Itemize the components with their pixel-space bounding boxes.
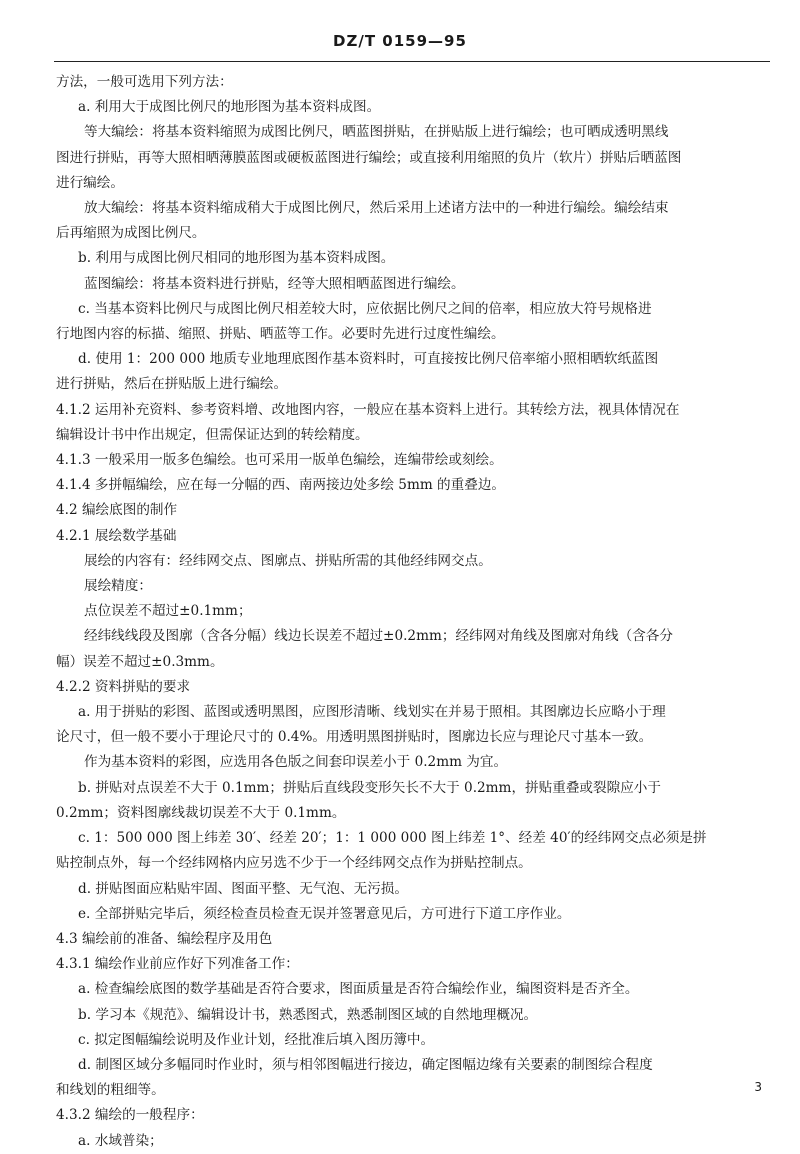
section-heading-4-2-2: 4.2.2 资料拼贴的要求 [56,678,191,695]
paragraph-line: 等大编绘：将基本资料缩照为成图比例尺，晒蓝图拼贴，在拼贴版上进行编绘；也可晒成透明黑线 [84,124,669,141]
paragraph-line: 行地图内容的标描、缩照、拼贴、晒蓝等工作。必要时先进行过度性编绘。 [56,326,505,343]
list-item-a: a. 检查编绘底图的数学基础是否符合要求，图面质量是否符合编绘作业，编图资料是否齐全。 [78,981,639,998]
standard-code-header: DZ/T 0159—95 [333,32,467,50]
section-4-1-2: 4.1.2 运用补充资料、参考资料增、改地图内容，一般应在基本资料上进行。其转绘方法，视具体情况在 [56,401,680,418]
section-heading-4-2: 4.2 编绘底图的制作 [56,502,178,519]
paragraph-line: 和线划的粗细等。 [56,1082,165,1099]
section-heading-4-3-1: 4.3.1 编绘作业前应作好下列准备工作： [56,956,299,973]
list-item-d: d. 使用 1：200 000 地质专业地理底图作基本资料时，可直接按比例尺倍率缩小照相晒软纸蓝图 [78,351,659,368]
list-item-c: c. 拟定图幅编绘说明及作业计划，经批准后填入图历簿中。 [78,1031,435,1048]
paragraph-line: 编辑设计书中作出规定，但需保证达到的转绘精度。 [56,426,369,443]
text-line: 方法，一般可选用下列方法： [56,74,233,90]
paragraph-line: 进行编绘。 [56,174,124,191]
paragraph-line: 贴控制点外，每一个经纬网格内应另选不少于一个经纬网交点作为拼贴控制点。 [56,855,532,872]
list-item-b: b. 学习本《规范》、编辑设计书，熟悉图式，熟悉制图区域的自然地理概况。 [78,1006,538,1023]
paragraph-line: 展绘精度： [84,578,152,595]
paragraph-line: 作为基本资料的彩图，应选用各色版之间套印误差小于 0.2mm 为宜。 [84,754,508,771]
paragraph-line: 论尺寸，但一般不要小于理论尺寸的 0.4%。用透明黑图拼贴时，图廓边长应与理论尺寸基本一致。 [56,729,653,746]
list-item-a: a. 利用大于成图比例尺的地形图为基本资料成图。 [78,99,381,116]
list-item-a: a. 水域普染； [78,1132,163,1149]
paragraph-line: 0.2mm；资料图廓线裁切误差不大于 0.1mm。 [56,804,346,821]
paragraph-line: 蓝图编绘：将基本资料进行拼贴，经等大照相晒蓝图进行编绘。 [84,275,465,292]
list-item-c: c. 1：500 000 图上纬差 30′、经差 20′；1：1 000 000 图上纬差 1°、经差 40′的经纬网交点必须是拼 [78,830,707,847]
list-item-d: d. 拼贴图面应粘贴牢固、图面平整、无气泡、无污损。 [78,880,408,897]
list-item-c: c. 当基本资料比例尺与成图比例尺相差较大时，应依据比例尺之间的倍率，相应放大符号规格进 [78,300,652,317]
paragraph-line: 图进行拼贴，再等大照相晒薄膜蓝图或硬板蓝图进行编绘；或直接利用缩照的负片（软片）拼贴后晒蓝图 [56,149,682,166]
paragraph-line: 放大编绘：将基本资料缩成稍大于成图比例尺，然后采用上述诸方法中的一种进行编绘。编绘结束 [84,200,669,217]
document-body [56,70,770,1154]
section-4-1-4: 4.1.4 多拼幅编绘，应在每一分幅的西、南两接边处多绘 5mm 的重叠边。 [56,477,506,494]
list-item-b: b. 拼贴对点误差不大于 0.1mm；拼贴后直线段变形矢长不大于 0.2mm，拼贴重叠或裂隙应小于 [78,779,661,796]
list-item-b: b. 利用与成图比例尺相同的地形图为基本资料成图。 [78,250,395,267]
page-number: 3 [754,1080,762,1094]
paragraph-line: 进行拼贴，然后在拼贴版上进行编绘。 [56,376,288,393]
paragraph-line: 展绘的内容有：经纬网交点、图廓点、拼贴所需的其他经纬网交点。 [84,552,492,569]
header-divider [54,61,770,62]
section-4-1-3: 4.1.3 一般采用一版多色编绘。也可采用一版单色编绘，连编带绘或刻绘。 [56,452,503,469]
paragraph-line: 幅）误差不超过±0.3mm。 [56,653,224,670]
list-item-d: d. 制图区域分多幅同时作业时，须与相邻图幅进行接边，确定图幅边缘有关要素的制图综合程度 [78,1056,653,1073]
paragraph-line: 点位误差不超过±0.1mm； [84,603,252,620]
section-heading-4-2-1: 4.2.1 展绘数学基础 [56,527,177,544]
section-heading-4-3: 4.3 编绘前的准备、编绘程序及用色 [56,930,273,947]
list-item-a: a. 用于拼贴的彩图、蓝图或透明黑图，应图形清晰、线划实在并易于照相。其图廓边长应略小于理 [78,704,666,721]
section-heading-4-3-2: 4.3.2 编绘的一般程序： [56,1107,204,1124]
paragraph-line: 后再缩照为成图比例尺。 [56,225,206,242]
paragraph-line: 经纬线线段及图廓（含各分幅）线边长误差不超过±0.2mm；经纬网对角线及图廓对角线（含各分 [84,628,673,645]
list-item-e: e. 全部拼贴完毕后，须经检查员检查无误并签署意见后，方可进行下道工序作业。 [78,905,571,922]
